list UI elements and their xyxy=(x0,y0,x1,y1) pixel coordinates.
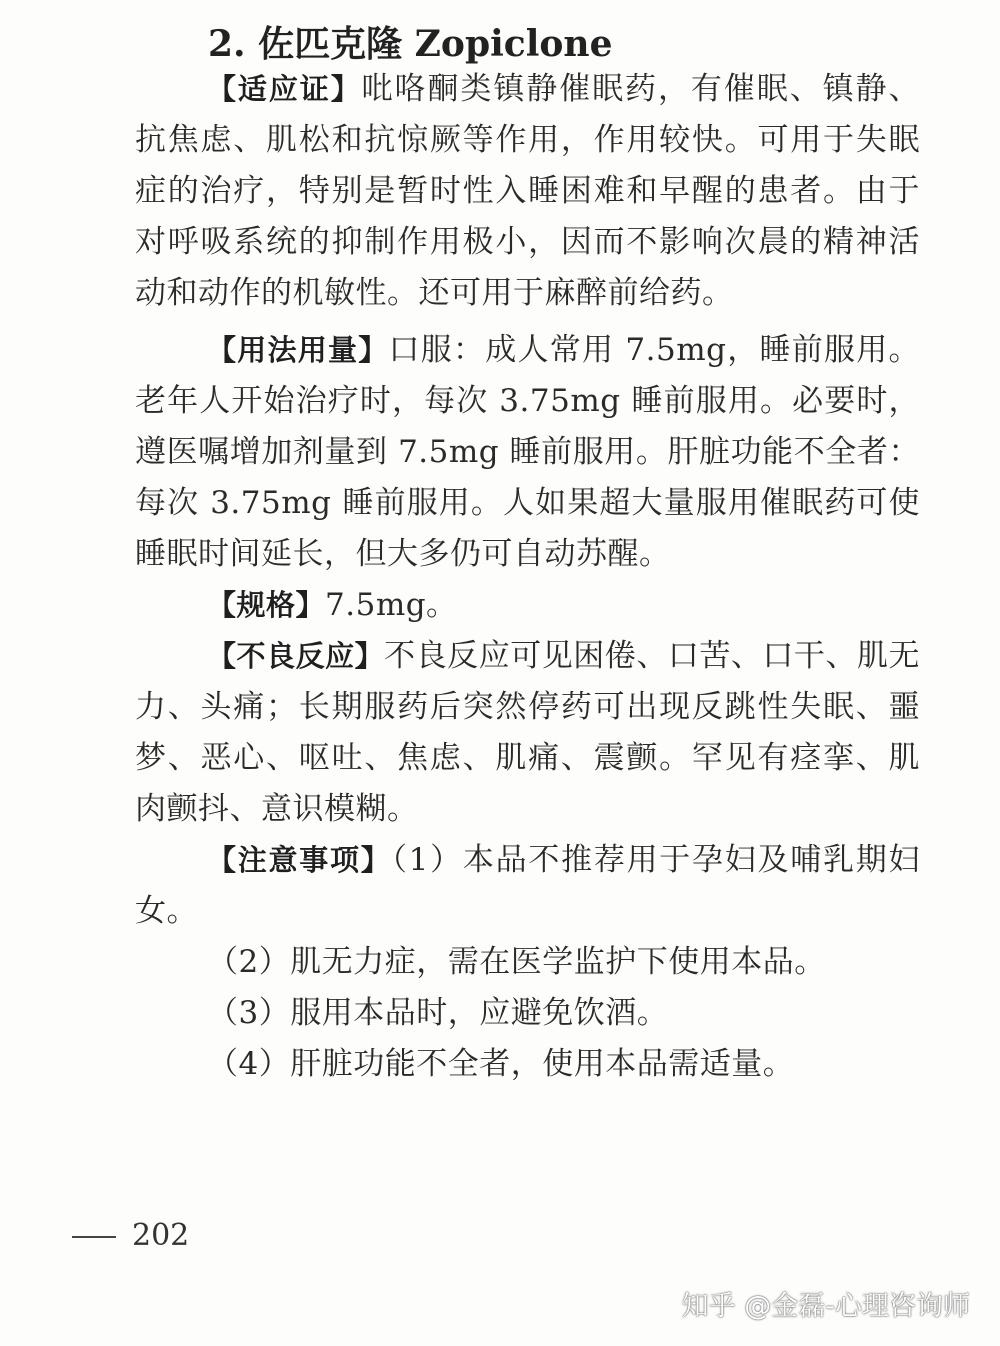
specification-tag: 【规格】 xyxy=(207,588,326,622)
specification-paragraph xyxy=(135,580,920,631)
precaution-item-1: （1）本品不推荐用于孕妇及哺乳期妇女。 xyxy=(135,842,920,929)
adverse-reactions-paragraph xyxy=(135,631,920,835)
dosage-paragraph xyxy=(135,325,920,580)
dosage-tag: 【用法用量】 xyxy=(207,333,389,367)
indications-tag: 【适应证】 xyxy=(207,72,362,106)
drug-monograph xyxy=(135,64,920,1090)
page-number xyxy=(72,1218,189,1253)
zhihu-watermark: 知乎 @金磊-心理咨询师 xyxy=(681,1291,970,1322)
adverse-reactions-text: 不良反应可见困倦、口苦、口干、肌无力、头痛；长期服药后突然停药可出现反跳性失眠、噩梦、恶心、呕吐、焦虑、肌痛、震颤。罕见有痉挛、肌肉颤抖、意识模糊。 xyxy=(135,638,920,827)
drug-title: 2. 佐匹克隆 Zopiclone xyxy=(208,23,613,65)
precaution-item-2: （2）肌无力症，需在医学监护下使用本品。 xyxy=(207,944,826,980)
precautions-tag: 【注意事项】 xyxy=(207,843,392,877)
page-number-text: 202 xyxy=(132,1218,190,1253)
precaution-item-4: （4）肝脏功能不全者，使用本品需适量。 xyxy=(207,1046,795,1082)
adverse-reactions-tag: 【不良反应】 xyxy=(207,639,385,673)
indications-paragraph xyxy=(135,64,920,319)
indications-text: 吡咯酮类镇静催眠药，有催眠、镇静、抗焦虑、肌松和抗惊厥等作用，作用较快。可用于失眠症的治疗，特别是暂时性入睡困难和早醒的患者。由于对呼吸系统的抑制作用极小，因而不影响次晨的精神活动和动作的机敏性。还可用于麻醉前给药。 xyxy=(135,71,920,311)
precaution-item-3: （3）服用本品时，应避免饮酒。 xyxy=(207,995,669,1031)
dosage-text: 口服：成人常用 7.5mg，睡前服用。老年人开始治疗时，每次 3.75mg 睡前服用。必要时，遵医嘱增加剂量到 7.5mg 睡前服用。肝脏功能不全者：每次 3.75mg 睡前服用。人如果超大量服用催眠药可使睡眠时间延长，但大多仍可自动苏醒。 xyxy=(135,332,920,572)
specification-text: 7.5mg。 xyxy=(325,587,458,623)
page-number-dash xyxy=(72,1236,116,1238)
precautions-paragraph xyxy=(135,835,920,937)
